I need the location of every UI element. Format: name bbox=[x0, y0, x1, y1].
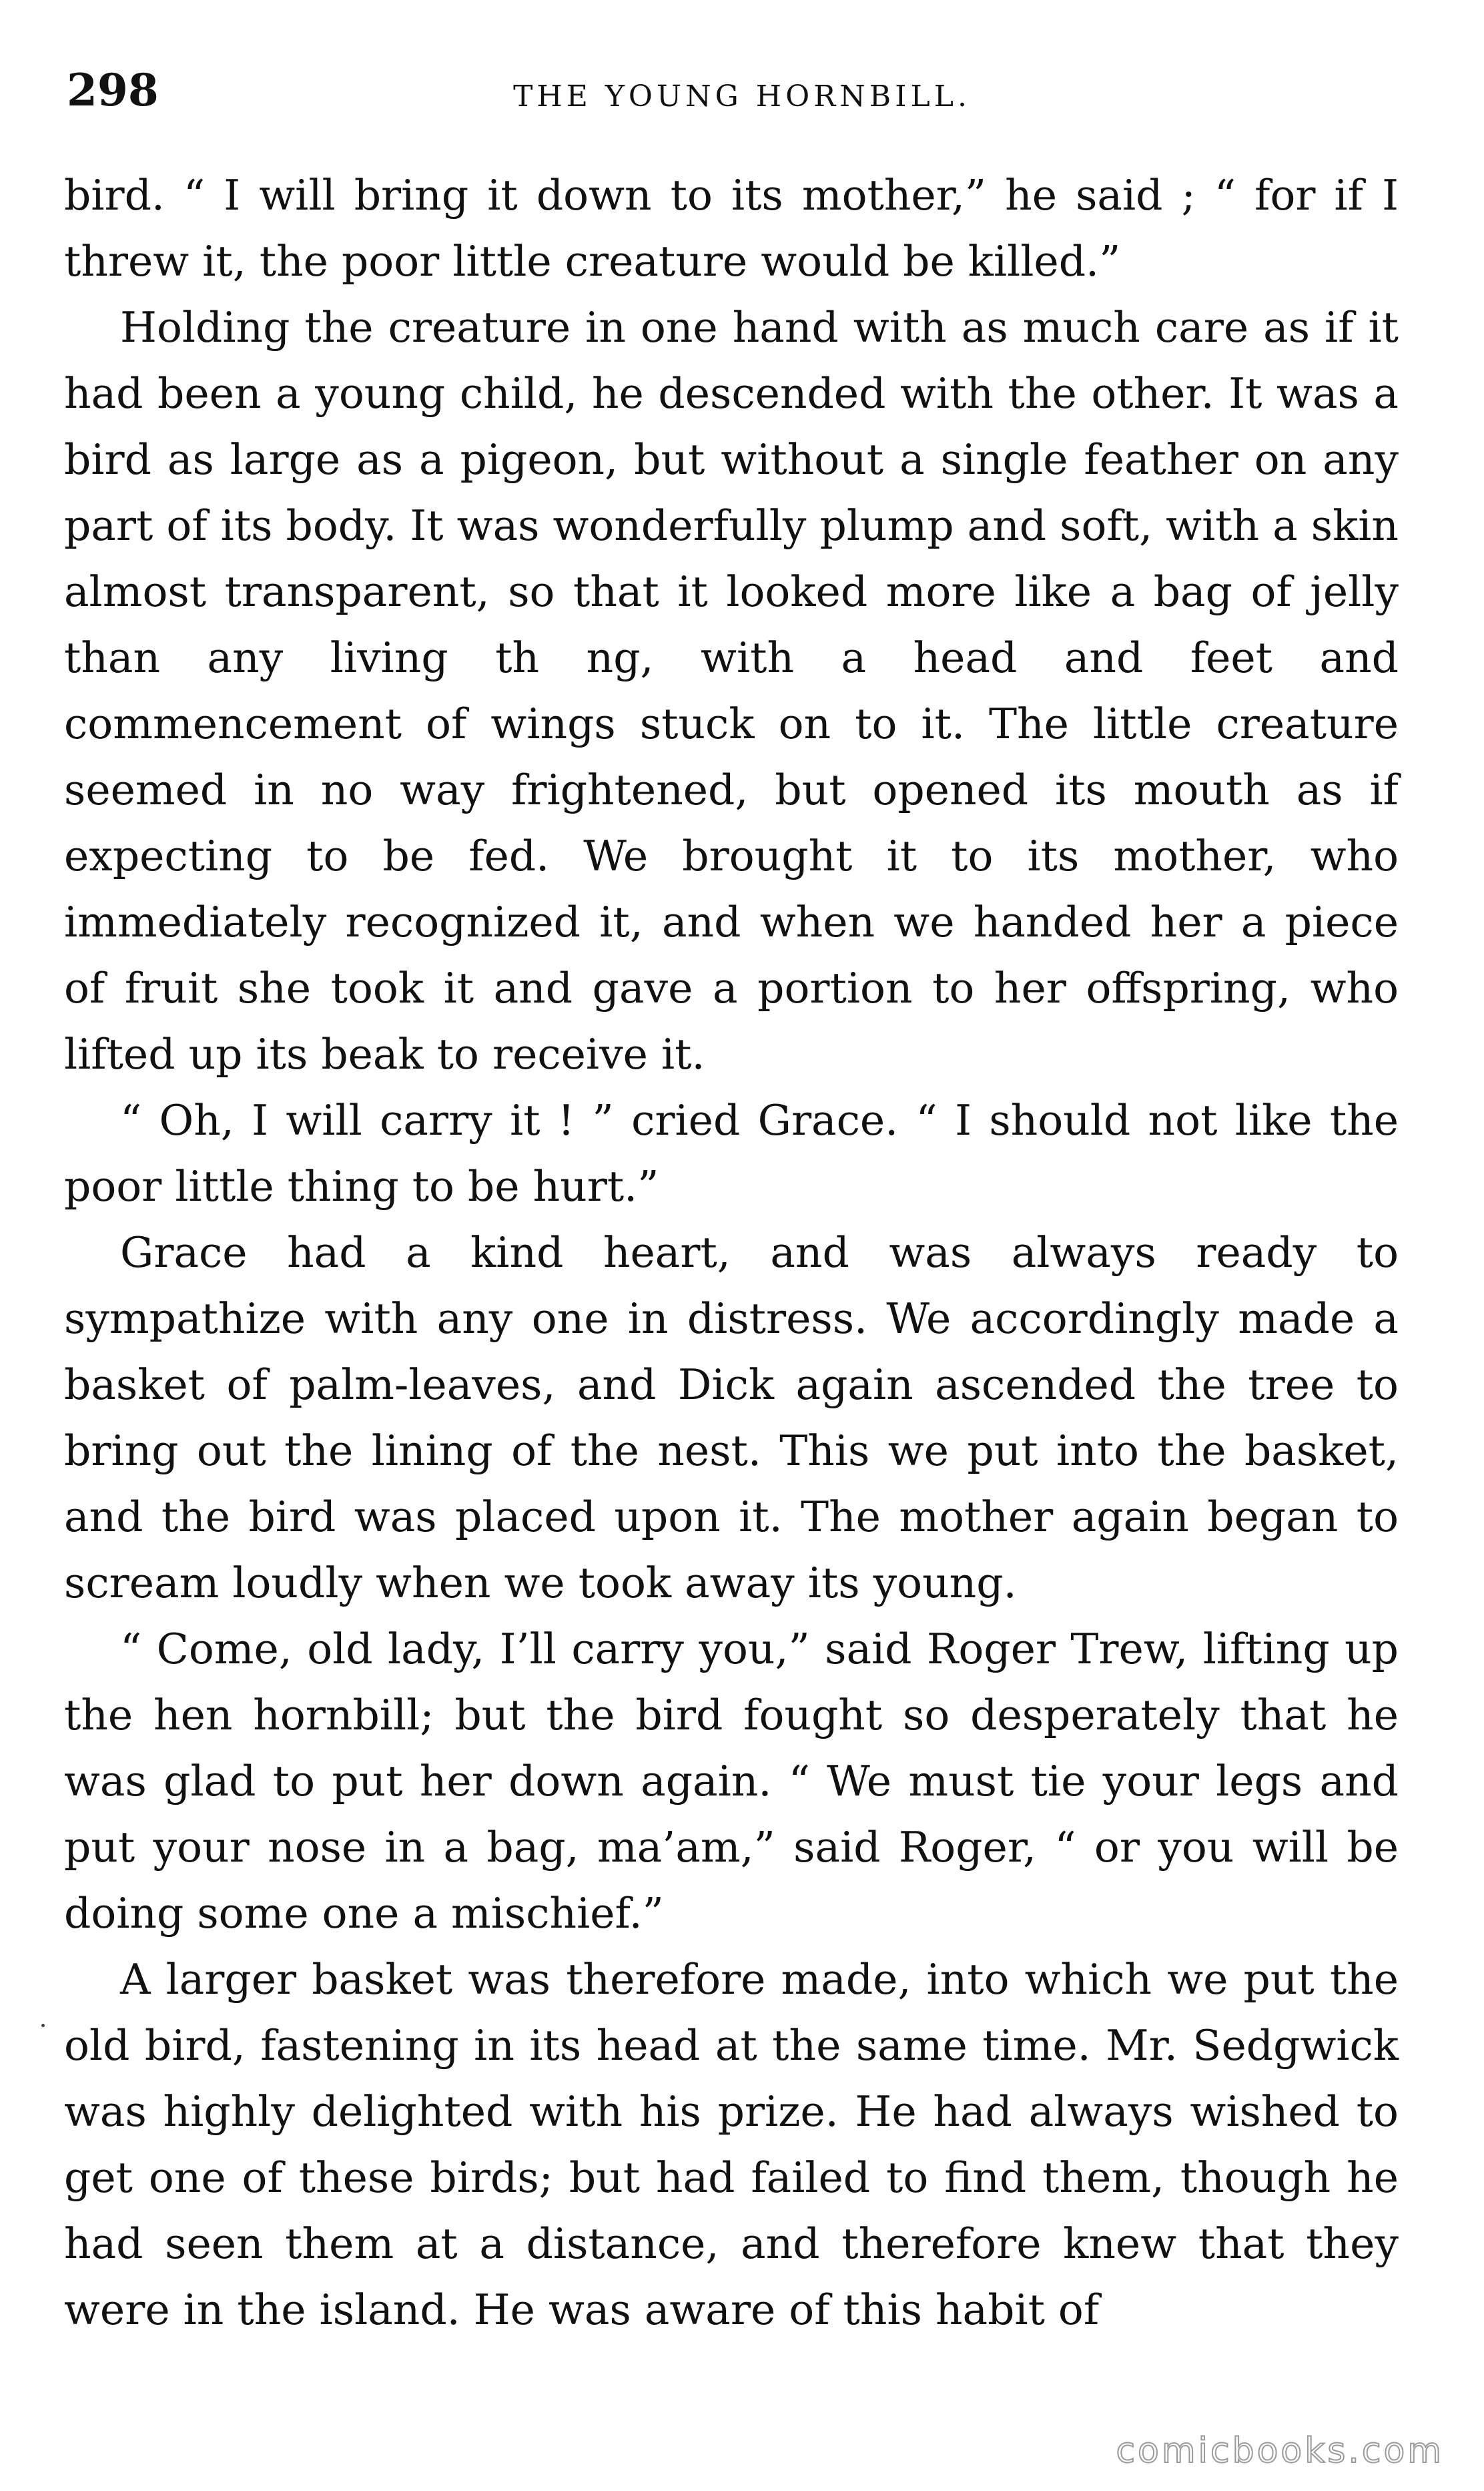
page-number: 298 bbox=[67, 64, 159, 116]
running-title: THE YOUNG HORNBILL. bbox=[513, 79, 971, 113]
paragraph-4: Grace had a kind heart, and was always ready to sympathize with any one in distress. We accordingly made a basket of palm-leaves, and Dick again ascended the tree to bring out the lining of the nest. This we put into the basket, and the bird was placed upon it. The mother again began to scream loudly when we took away its young. bbox=[64, 1228, 1399, 1607]
page-header bbox=[67, 60, 1417, 120]
paragraph-1: bird. “ I will bring it down to its mother,” he said ; “ for if I threw it, the poor little creature would be killed.” bbox=[64, 171, 1399, 286]
body-text bbox=[64, 162, 1399, 2343]
paragraph-3: “ Oh, I will carry it ! ” cried Grace. “ I should not like the poor little thing to be hurt.” bbox=[64, 1096, 1399, 1211]
paragraph-2: Holding the creature in one hand with as much care as if it had been a young child, he descended with the other. It was a bird as large as a pigeon, but without a single feather on any part of its body. It was wonderfully plump and soft, with a skin almost transparent, so that it looked more like a bag of jelly than any living th ng, with a head and feet and commencement of wings stuck on to it. The little creature seemed in no way frightened, but opened its mouth as if expecting to be fed. We brought it to its mother, who immediately recognized it, and when we handed her a piece of fruit she took it and gave a portion to her offspring, who lifted up its beak to receive it. bbox=[64, 303, 1399, 1079]
paragraph-6: A larger basket was therefore made, into which we put the old bird, fastening in its head at the same time. Mr. Sedgwick was highly delighted with his prize. He had always wished to get one of these birds; but had failed to find them, though he had seen them at a distance, and therefore knew that they were in the island. He was aware of this habit of bbox=[64, 1955, 1399, 2334]
paragraph-5: “ Come, old lady, I’ll carry you,” said Roger Trew, lifting up the hen hornbill; but the bird fought so desperately that he was glad to put her down again. “ We must tie your legs and put your nose in a bag, ma’am,” said Roger, “ or you will be doing some one a mischief.” bbox=[64, 1625, 1399, 1938]
watermark: comicbooks.com bbox=[1116, 2431, 1444, 2471]
print-speck bbox=[41, 2024, 45, 2027]
